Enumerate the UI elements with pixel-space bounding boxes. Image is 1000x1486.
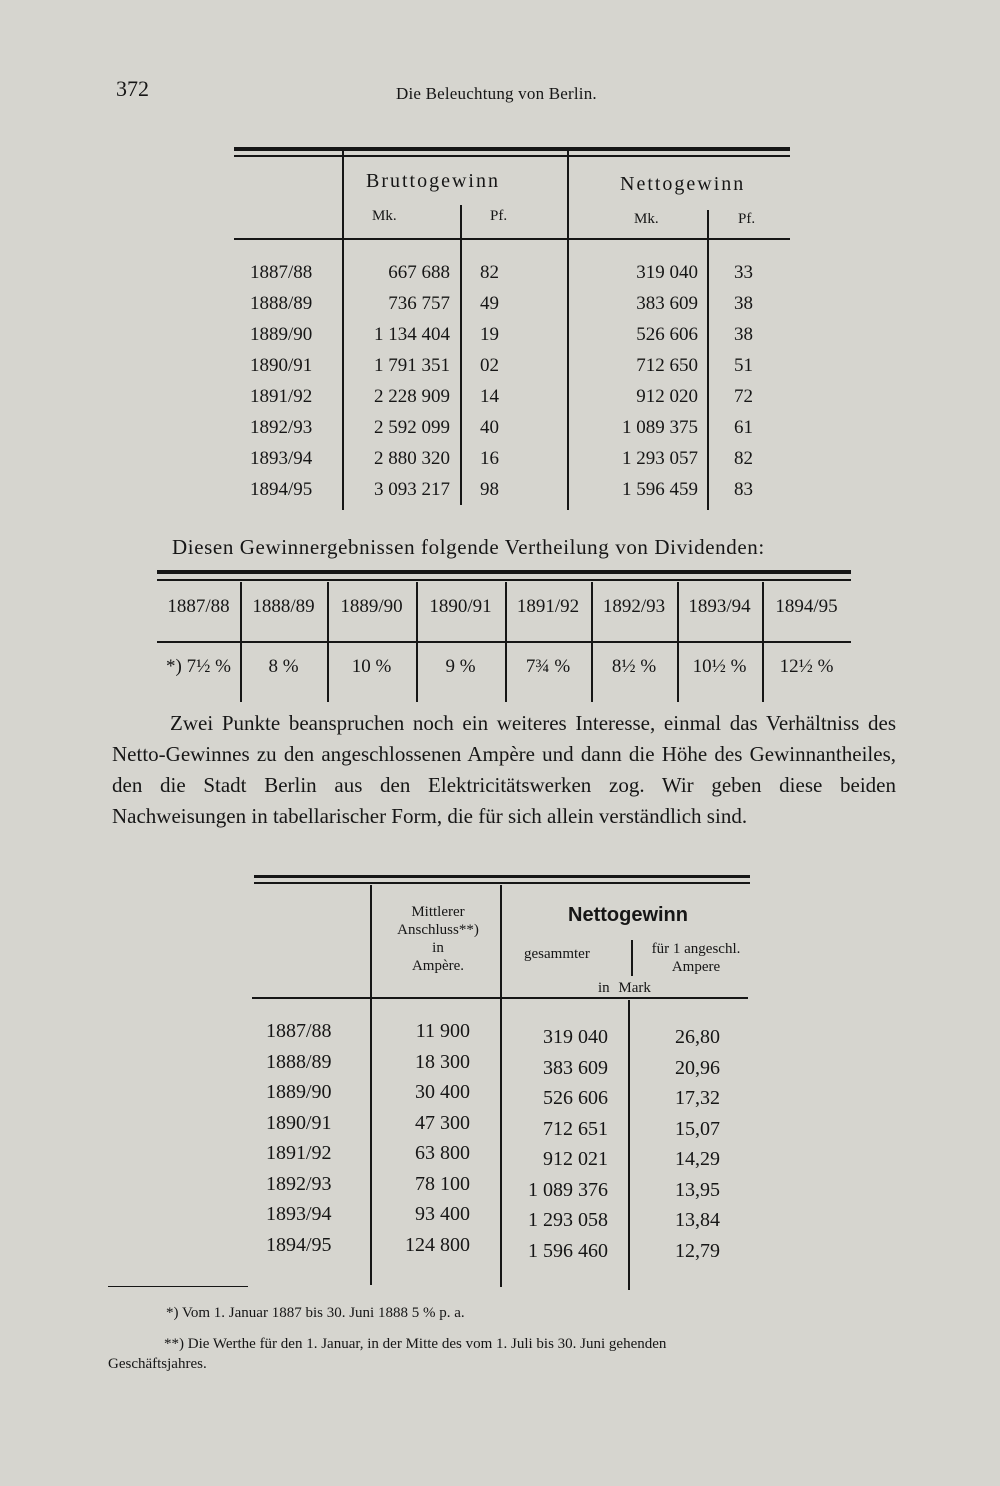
- dividend-year-cell: 1887/88: [167, 596, 230, 617]
- table-rule: [254, 875, 750, 878]
- dividend-value-cell: 12½ %: [779, 656, 834, 677]
- brutto-pf-cell: 16: [480, 448, 499, 469]
- header-anschluss: [378, 903, 498, 975]
- column-divider: [762, 582, 764, 702]
- brutto-pf-cell: 49: [480, 293, 499, 314]
- dividend-value-cell: *) 7½ %: [166, 656, 231, 677]
- dividend-year-cell: 1892/93: [602, 596, 666, 617]
- pro-ampere-cell: 13,95: [675, 1179, 720, 1201]
- column-divider: [707, 210, 709, 510]
- column-divider: [460, 205, 462, 505]
- anschluss-cell: 93 400: [415, 1203, 470, 1225]
- column-divider: [370, 885, 372, 1285]
- year-cell: 1889/90: [250, 324, 313, 345]
- year-cell: 1892/93: [266, 1173, 332, 1195]
- column-divider: [240, 582, 242, 702]
- column-divider: [327, 582, 329, 702]
- header-nettogewinn: Nettogewinn: [568, 904, 688, 926]
- netto-mk-cell: 319 040: [636, 262, 698, 283]
- table-rule: [157, 641, 851, 643]
- year-cell: 1888/89: [266, 1051, 332, 1073]
- gesammt-cell: 526 606: [543, 1087, 608, 1109]
- year-cell: 1893/94: [250, 448, 313, 469]
- column-divider: [342, 150, 344, 510]
- header-gesammter: gesammter: [524, 946, 590, 962]
- header-pro-ampere: [636, 940, 756, 976]
- netto-pf-cell: 72: [734, 386, 753, 407]
- dividend-year-cell: 1891/92: [516, 596, 580, 617]
- anschluss-cell: 11 900: [415, 1020, 470, 1042]
- page-number: 372: [116, 76, 149, 101]
- dividend-year-cell: 1889/90: [340, 596, 403, 617]
- netto-mk-cell: 912 020: [636, 386, 698, 407]
- column-divider: [631, 940, 633, 976]
- header-in-mark: in Mark: [598, 980, 651, 996]
- netto-mk-cell: 526 606: [636, 324, 698, 345]
- anschluss-cell: 18 300: [415, 1051, 470, 1073]
- gesammt-cell: 319 040: [543, 1026, 608, 1048]
- footnote-rule: [108, 1286, 248, 1287]
- gesammt-cell: 1 293 058: [528, 1209, 608, 1231]
- year-cell: 1892/93: [250, 417, 313, 438]
- netto-mk-cell: 712 650: [636, 355, 698, 376]
- brutto-mk-cell: 2 228 909: [374, 386, 450, 407]
- header-nettogewinn: Nettogewinn: [620, 173, 746, 195]
- column-divider: [416, 582, 418, 702]
- gesammt-cell: 1 596 460: [528, 1240, 608, 1262]
- brutto-pf-cell: 02: [480, 355, 499, 376]
- dividend-year-cell: 1893/94: [688, 596, 751, 617]
- paragraph-text: Zwei Punkte beanspruchen noch ein weiteres Interesse, einmal das Verhältniss des Netto-Gewinnes zu den angeschlossenen Ampère und dann die Höhe des Gewinnantheiles, den die Stadt Berlin aus den Elektricitätswerken zog. Wir geben diese beiden Nachweisungen in tabellarischer Form, die für sich allein verständlich sind.: [112, 711, 896, 828]
- dividend-year-cell: 1894/95: [775, 596, 838, 617]
- column-divider: [591, 582, 593, 702]
- anschluss-cell: 30 400: [415, 1081, 470, 1103]
- header-mk: Mk.: [634, 211, 659, 227]
- year-cell: 1891/92: [266, 1142, 332, 1164]
- year-cell: 1894/95: [250, 479, 313, 500]
- pro-ampere-cell: 12,79: [675, 1240, 720, 1262]
- table-rule: [234, 155, 790, 157]
- pro-ampere-cell: 20,96: [675, 1057, 720, 1079]
- brutto-pf-cell: 82: [480, 262, 499, 283]
- netto-mk-cell: 383 609: [636, 293, 698, 314]
- brutto-mk-cell: 667 688: [388, 262, 450, 283]
- gesammt-cell: 712 651: [543, 1118, 608, 1140]
- header-anschluss-line: Ampère.: [411, 958, 465, 974]
- table-rule: [157, 579, 851, 581]
- header-pro-line: für 1 angeschl.: [651, 941, 741, 957]
- netto-mk-cell: 1 596 459: [622, 479, 698, 500]
- dividend-value-cell: 8 %: [268, 656, 299, 677]
- netto-pf-cell: 38: [734, 293, 753, 314]
- brutto-mk-cell: 2 880 320: [374, 448, 450, 469]
- dividend-year-cell: 1888/89: [252, 596, 315, 617]
- anschluss-cell: 124 800: [405, 1234, 470, 1256]
- running-title: Die Beleuchtung von Berlin.: [396, 84, 597, 103]
- year-cell: 1887/88: [266, 1020, 332, 1042]
- year-cell: 1890/91: [250, 355, 313, 376]
- column-divider: [628, 1000, 630, 1290]
- brutto-mk-cell: 736 757: [388, 293, 450, 314]
- header-pf: Pf.: [738, 211, 756, 227]
- header-mk: Mk.: [372, 208, 397, 224]
- pro-ampere-cell: 17,32: [675, 1087, 720, 1109]
- column-divider: [567, 150, 569, 510]
- netto-pf-cell: 51: [734, 355, 753, 376]
- anschluss-cell: 78 100: [415, 1173, 470, 1195]
- year-cell: 1887/88: [250, 262, 313, 283]
- gesammt-cell: 912 021: [543, 1148, 608, 1170]
- brutto-pf-cell: 19: [480, 324, 499, 345]
- dividend-value-cell: 8½ %: [611, 656, 657, 677]
- netto-pf-cell: 61: [734, 417, 753, 438]
- netto-pf-cell: 83: [734, 479, 753, 500]
- anschluss-cell: 63 800: [415, 1142, 470, 1164]
- brutto-pf-cell: 14: [480, 386, 499, 407]
- body-paragraph: [112, 708, 896, 832]
- dividend-value-cell: 10 %: [351, 656, 392, 677]
- dividend-year-cell: 1890/91: [429, 596, 492, 617]
- header-anschluss-line: Anschluss**): [397, 922, 479, 938]
- year-cell: 1890/91: [266, 1112, 332, 1134]
- pro-ampere-cell: 26,80: [675, 1026, 720, 1048]
- netto-pf-cell: 33: [734, 262, 753, 283]
- header-pf: Pf.: [490, 208, 508, 224]
- dividend-value-cell: 7¾ %: [525, 656, 571, 677]
- footnote-2: **) Die Werthe für den 1. Januar, in der Mitte des vom 1. Juli bis 30. Juni gehenden: [164, 1336, 667, 1352]
- brutto-mk-cell: 2 592 099: [374, 417, 450, 438]
- table-rule: [234, 147, 790, 151]
- table-rule: [254, 882, 750, 884]
- dividend-value-cell: 10½ %: [692, 656, 747, 677]
- pro-ampere-cell: 13,84: [675, 1209, 720, 1231]
- header-bruttogewinn: Bruttogewinn: [366, 170, 500, 192]
- year-cell: 1891/92: [250, 386, 313, 407]
- brutto-mk-cell: 3 093 217: [374, 479, 450, 500]
- header-pro-line: Ampere: [671, 959, 721, 975]
- table-rule: [157, 570, 851, 574]
- header-anschluss-line: in: [432, 940, 444, 956]
- year-cell: 1894/95: [266, 1234, 332, 1256]
- brutto-mk-cell: 1 134 404: [374, 324, 450, 345]
- netto-mk-cell: 1 089 375: [622, 417, 698, 438]
- year-cell: 1889/90: [266, 1081, 332, 1103]
- year-cell: 1888/89: [250, 293, 313, 314]
- brutto-mk-cell: 1 791 351: [374, 355, 450, 376]
- netto-mk-cell: 1 293 057: [622, 448, 698, 469]
- footnote-2-cont: Geschäftsjahres.: [108, 1356, 207, 1372]
- brutto-pf-cell: 98: [480, 479, 499, 500]
- column-divider: [505, 582, 507, 702]
- pro-ampere-cell: 15,07: [675, 1118, 720, 1140]
- netto-pf-cell: 82: [734, 448, 753, 469]
- pro-ampere-cell: 14,29: [675, 1148, 720, 1170]
- anschluss-cell: 47 300: [415, 1112, 470, 1134]
- dividend-value-cell: 9 %: [445, 656, 476, 677]
- column-divider: [677, 582, 679, 702]
- gesammt-cell: 1 089 376: [528, 1179, 608, 1201]
- footnote-1: *) Vom 1. Januar 1887 bis 30. Juni 1888 5 % p. a.: [166, 1305, 465, 1321]
- netto-pf-cell: 38: [734, 324, 753, 345]
- year-cell: 1893/94: [266, 1203, 332, 1225]
- header-anschluss-line: Mittlerer: [411, 904, 465, 920]
- column-divider: [500, 885, 502, 1287]
- dividend-intro: Diesen Gewinnergebnissen folgende Vertheilung von Dividenden:: [172, 535, 765, 559]
- gesammt-cell: 383 609: [543, 1057, 608, 1079]
- brutto-pf-cell: 40: [480, 417, 499, 438]
